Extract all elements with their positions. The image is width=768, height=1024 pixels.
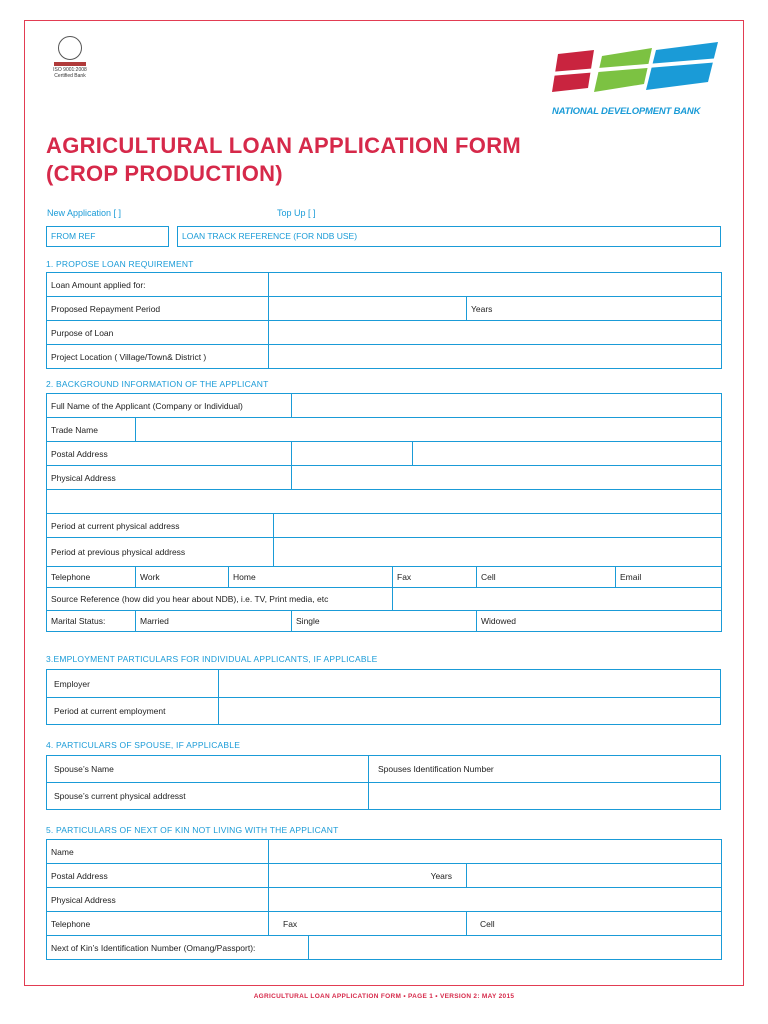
bank-logo: [548, 42, 724, 122]
spouse-table: [46, 755, 721, 810]
physical-address-continued-input[interactable]: [47, 490, 722, 514]
section-3-title: 3.EMPLOYMENT PARTICULARS FOR INDIVIDUAL APPLICANTS, IF APPLICABLE: [46, 654, 378, 664]
kin-telephone-field[interactable]: Telephone: [47, 912, 269, 936]
kin-years-input[interactable]: [467, 864, 722, 888]
section-5-title: 5. PARTICULARS OF NEXT OF KIN NOT LIVING WITH THE APPLICANT: [46, 825, 339, 835]
postal-address-label: Postal Address: [47, 442, 292, 466]
page-footer: AGRICULTURAL LOAN APPLICATION FORM • PAGE 1 • VERSION 2: MAY 2015: [253, 993, 515, 1000]
employer-input[interactable]: [219, 670, 721, 698]
kin-id-number-input[interactable]: [309, 936, 722, 960]
section-2-title: 2. BACKGROUND INFORMATION OF THE APPLICANT: [46, 379, 269, 389]
section-1-title: 1. PROPOSE LOAN REQUIREMENT: [46, 259, 194, 269]
repayment-period-label: Proposed Repayment Period: [47, 297, 269, 321]
spouse-name-label: Spouse’s Name: [47, 756, 369, 783]
spouse-id-number-label: Spouses Identification Number: [369, 756, 721, 783]
employment-period-label: Period at current employment: [47, 698, 219, 725]
loan-track-reference-field[interactable]: LOAN TRACK REFERENCE (FOR NDB USE): [177, 226, 721, 247]
physical-address-input[interactable]: [292, 466, 722, 490]
purpose-input[interactable]: [269, 321, 722, 345]
employer-label: Employer: [47, 670, 219, 698]
trade-name-label: Trade Name: [47, 418, 136, 442]
physical-address-label: Physical Address: [47, 466, 292, 490]
from-ref-field[interactable]: FROM REF: [46, 226, 169, 247]
kin-postal-label: Postal Address: [47, 864, 269, 888]
source-reference-label: Source Reference (how did you hear about NDB), i.e. TV, Print media, etc: [47, 588, 393, 611]
bank-logo-icon: [548, 42, 724, 104]
kin-years-label: Years: [269, 864, 467, 888]
kin-physical-input[interactable]: [269, 888, 722, 912]
purpose-label: Purpose of Loan: [47, 321, 269, 345]
full-name-label: Full Name of the Applicant (Company or Individual): [47, 394, 292, 418]
email-field[interactable]: Email: [616, 567, 722, 588]
title-line-2: (CROP PRODUCTION): [46, 161, 283, 186]
certification-seal-icon: [58, 36, 82, 60]
new-application-checkbox[interactable]: New Application [ ]: [47, 208, 122, 218]
kin-cell-field[interactable]: Cell: [467, 912, 722, 936]
work-phone-field[interactable]: Work: [136, 567, 229, 588]
widowed-option[interactable]: Widowed: [477, 611, 722, 632]
title-line-1: AGRICULTURAL LOAN APPLICATION FORM: [46, 133, 522, 158]
top-up-checkbox[interactable]: Top Up [ ]: [277, 208, 316, 218]
section-4-title: 4. PARTICULARS OF SPOUSE, IF APPLICABLE: [46, 740, 241, 750]
fax-field[interactable]: Fax: [393, 567, 477, 588]
kin-id-number-label: Next of Kin’s Identification Number (Omang/Passport):: [47, 936, 309, 960]
next-of-kin-table: [46, 839, 722, 960]
bank-name: NATIONAL DEVELOPMENT BANK: [552, 106, 701, 117]
repayment-years-label: Years: [467, 297, 722, 321]
iso-certification-mark: [50, 36, 90, 79]
period-current-address-input[interactable]: [274, 514, 722, 538]
project-location-input[interactable]: [269, 345, 722, 369]
kin-name-input[interactable]: [269, 840, 722, 864]
telephone-label: Telephone: [47, 567, 136, 588]
certification-bar: [54, 62, 86, 66]
page-title: [46, 132, 521, 188]
cell-field[interactable]: Cell: [477, 567, 616, 588]
postal-address-input-2[interactable]: [413, 442, 722, 466]
loan-amount-input[interactable]: [269, 273, 722, 297]
spouse-address-label: Spouse’s current physical addresst: [47, 783, 369, 810]
repayment-period-input[interactable]: [269, 297, 467, 321]
source-reference-input[interactable]: [393, 588, 722, 611]
project-location-label: Project Location ( Village/Town& District ): [47, 345, 269, 369]
loan-amount-label: Loan Amount applied for:: [47, 273, 269, 297]
married-option[interactable]: Married: [136, 611, 292, 632]
kin-fax-field[interactable]: Fax: [269, 912, 467, 936]
cert-line-2: Certified Bank: [54, 73, 86, 79]
cert-line-1: ISO 9001:2008: [53, 67, 87, 73]
kin-name-label: Name: [47, 840, 269, 864]
employment-period-input[interactable]: [219, 698, 721, 725]
loan-requirement-table: [46, 272, 722, 369]
postal-address-input-1[interactable]: [292, 442, 413, 466]
marital-status-label: Marital Status:: [47, 611, 136, 632]
full-name-input[interactable]: [292, 394, 722, 418]
single-option[interactable]: Single: [292, 611, 477, 632]
trade-name-input[interactable]: [136, 418, 722, 442]
period-previous-address-label: Period at previous physical address: [47, 538, 274, 567]
employment-table: [46, 669, 721, 725]
home-phone-field[interactable]: Home: [229, 567, 393, 588]
period-previous-address-input[interactable]: [274, 538, 722, 567]
applicant-background-table: [46, 393, 722, 632]
spouse-address-input[interactable]: [369, 783, 721, 810]
period-current-address-label: Period at current physical address: [47, 514, 274, 538]
kin-physical-label: Physical Address: [47, 888, 269, 912]
